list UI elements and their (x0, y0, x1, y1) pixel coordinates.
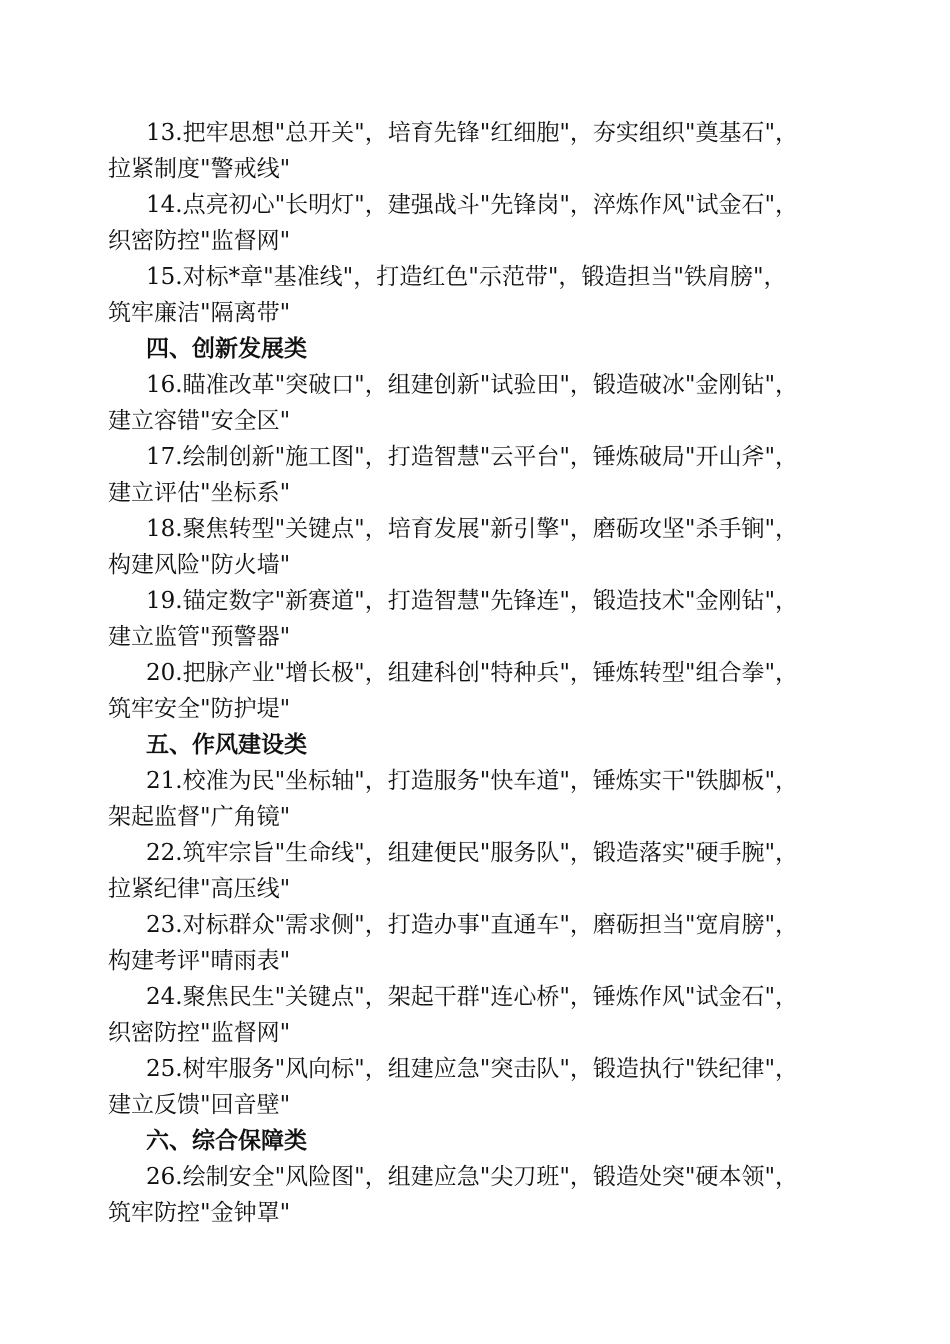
item-21-line-2: 架起监督"广角镜" (108, 804, 291, 830)
item-19-line-2: 建立监管"预警器" (108, 624, 291, 650)
item-13-line-1: 13.把牢思想"总开关"，培育先锋"红细胞"，夯实组织"奠基石"， (146, 120, 799, 146)
item-18-line-2: 构建风险"防火墙" (108, 552, 291, 578)
item-24-line-2: 织密防控"监督网" (108, 1020, 291, 1046)
item-22-line-2: 拉紧纪律"高压线" (108, 876, 291, 902)
document-body (108, 115, 838, 1231)
item-26-line-1: 26.绘制安全"风险图"，组建应急"尖刀班"，锻造处突"硬本领"， (146, 1164, 799, 1190)
item-24-line-1: 24.聚焦民生"关键点"，架起干群"连心桥"，锤炼作风"试金石"， (146, 984, 799, 1010)
item-17-line-1: 17.绘制创新"施工图"，打造智慧"云平台"，锤炼破局"开山斧"， (146, 444, 799, 470)
item-23-line-1: 23.对标群众"需求侧"，打造办事"直通车"，磨砺担当"宽肩膀"， (146, 912, 799, 938)
item-17-line-2: 建立评估"坐标系" (108, 480, 291, 506)
item-14-line-2: 织密防控"监督网" (108, 228, 291, 254)
item-20-line-1: 20.把脉产业"增长极"，组建科创"特种兵"，锤炼转型"组合拳"， (146, 660, 799, 686)
item-20-line-2: 筑牢安全"防护堤" (108, 696, 291, 722)
item-21-line-1: 21.校准为民"坐标轴"，打造服务"快车道"，锤炼实干"铁脚板"， (146, 768, 799, 794)
item-26-line-2: 筑牢防控"金钟罩" (108, 1200, 291, 1226)
section-heading-support: 六、综合保障类 (146, 1128, 307, 1154)
item-18-line-1: 18.聚焦转型"关键点"，培育发展"新引擎"，磨砺攻坚"杀手锏"， (146, 516, 799, 542)
item-15-line-2: 筑牢廉洁"隔离带" (108, 300, 291, 326)
item-16-line-1: 16.瞄准改革"突破口"，组建创新"试验田"，锻造破冰"金刚钻"， (146, 372, 799, 398)
item-19-line-1: 19.锚定数字"新赛道"，打造智慧"先锋连"，锻造技术"金刚钻"， (146, 588, 799, 614)
item-15-line-1: 15.对标*章"基准线"，打造红色"示范带"，锻造担当"铁肩膀"， (146, 264, 787, 290)
section-heading-work-style: 五、作风建设类 (146, 732, 307, 758)
item-23-line-2: 构建考评"晴雨表" (108, 948, 291, 974)
item-13-line-2: 拉紧制度"警戒线" (108, 156, 291, 182)
item-14-line-1: 14.点亮初心"长明灯"，建强战斗"先锋岗"，淬炼作风"试金石"， (146, 192, 799, 218)
item-16-line-2: 建立容错"安全区" (108, 408, 291, 434)
item-25-line-2: 建立反馈"回音壁" (108, 1092, 291, 1118)
section-heading-innovation: 四、创新发展类 (146, 336, 307, 362)
item-22-line-1: 22.筑牢宗旨"生命线"，组建便民"服务队"，锻造落实"硬手腕"， (146, 840, 799, 866)
item-25-line-1: 25.树牢服务"风向标"，组建应急"突击队"，锻造执行"铁纪律"， (146, 1056, 799, 1082)
